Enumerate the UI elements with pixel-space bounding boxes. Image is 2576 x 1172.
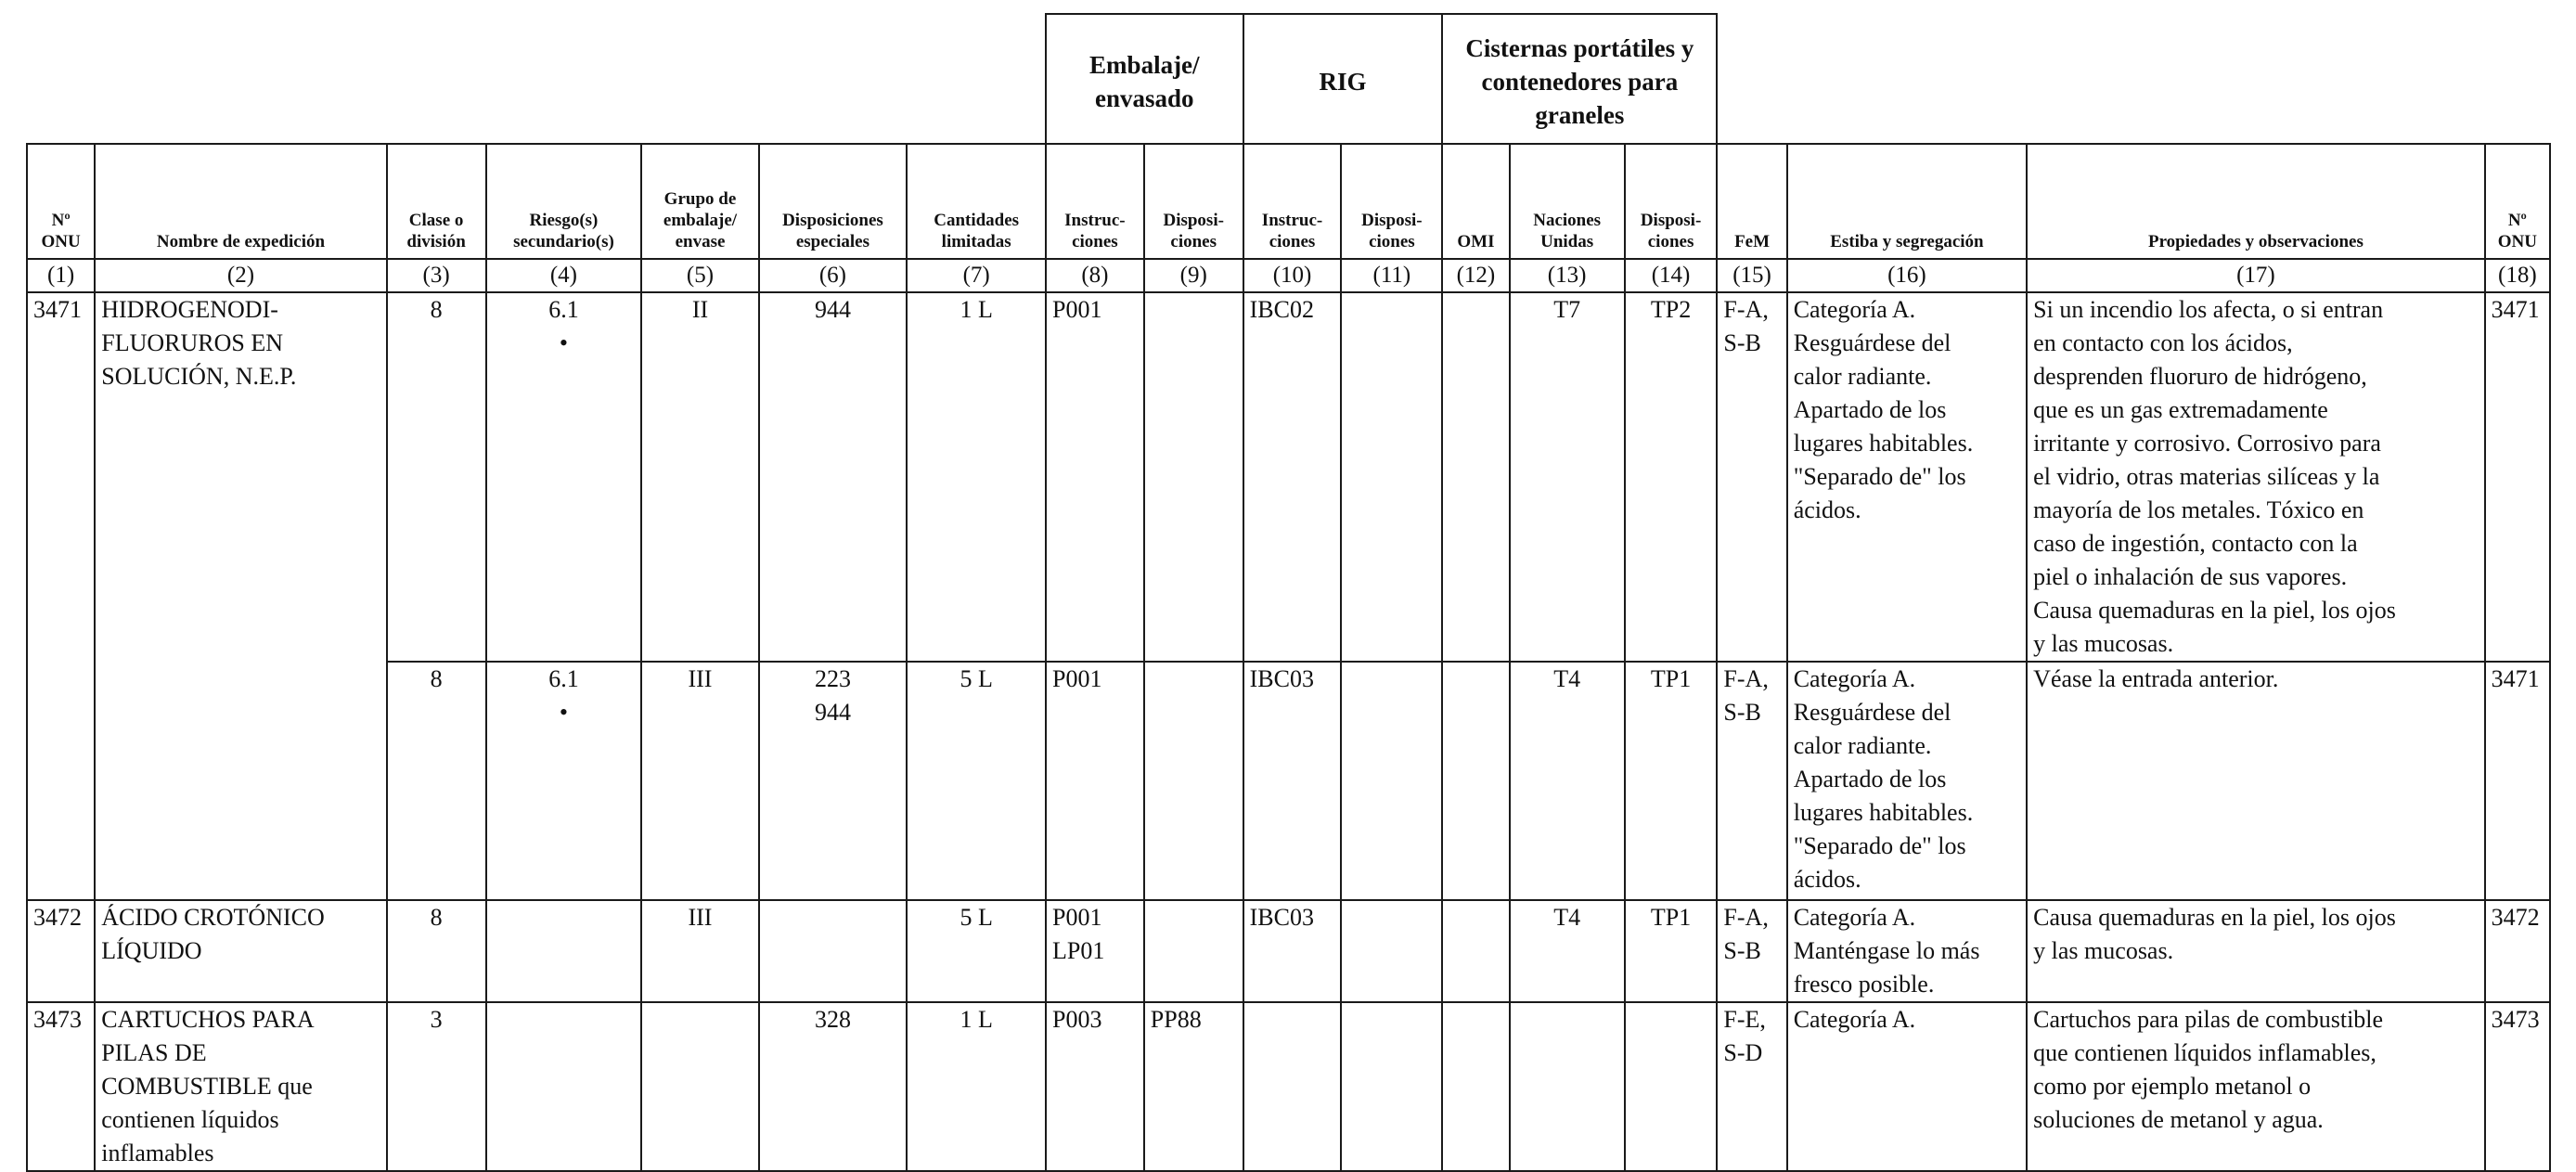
estiba-segregacion [1787,900,2027,1002]
naciones-unidas: T4 [1510,662,1625,900]
disposiciones-especiales-line: 944 [814,296,851,323]
clase-division: 8 [387,900,486,1002]
column-header-onu-right: Nº ONU [2485,144,2550,259]
propiedades-observaciones-line: piel o inhalación de sus vapores. [2033,563,2348,590]
propiedades-observaciones-line: el vidrio, otras materias silíceas y la [2033,463,2380,490]
onu-number-right: 3473 [2485,1002,2550,1171]
column-number-nombre: (2) [95,259,386,292]
column-header-emb-disposiciones: Disposi- ciones [1144,144,1243,259]
column-number-rig-instrucciones: (10) [1243,259,1342,292]
column-number-cantidades: (7) [907,259,1046,292]
onu-number: 3472 [27,900,95,1002]
disposiciones-especiales-line: 328 [814,1006,851,1033]
column-header-fem: FeM [1717,144,1786,259]
propiedades-observaciones-line: como por ejemplo metanol o [2033,1073,2312,1100]
column-number-estiba: (16) [1787,259,2027,292]
group-header-rig: RIG [1243,14,1443,144]
grupo-embalaje: II [641,292,758,662]
rig-instrucciones [1243,1002,1342,1171]
estiba-segregacion-line: Resguárdese del [1793,329,1951,356]
header-spacer [27,14,1046,144]
estiba-segregacion-line: calor radiante. [1793,363,1932,390]
column-header-emb-instrucciones: Instruc- ciones [1046,144,1144,259]
group-header-cisternas: Cisternas portátiles y contenedores para graneles [1442,14,1717,144]
rig-instrucciones: IBC03 [1243,662,1342,900]
cantidades-limitadas: 1 L [907,1002,1046,1171]
dangerous-goods-table [26,13,2551,1172]
propiedades-observaciones-line: caso de ingestión, contacto con la [2033,530,2358,557]
cantidades-limitadas: 1 L [907,292,1046,662]
riesgo-secundario [486,662,642,900]
omi [1442,1002,1509,1171]
cisterna-disposiciones: TP1 [1625,662,1718,900]
naciones-unidas: T7 [1510,292,1625,662]
clase-division: 8 [387,662,486,900]
table-row [27,662,2550,900]
column-number-riesgo: (4) [486,259,642,292]
column-number-naciones-unidas: (13) [1510,259,1625,292]
propiedades-observaciones-line: que contienen líquidos inflamables, [2033,1039,2376,1066]
column-number-omi: (12) [1442,259,1509,292]
column-header-naciones-unidas: Naciones Unidas [1510,144,1625,259]
embalaje-instrucciones [1046,900,1144,1002]
fem-code: F-A, S-B [1717,662,1786,900]
grupo-embalaje: III [641,900,758,1002]
embalaje-instrucciones-line: P001 [1051,296,1102,323]
riesgo-value: 6.1 [548,296,579,323]
propiedades-observaciones-line: Cartuchos para pilas de combustible [2033,1006,2384,1033]
column-number-onu-right: (18) [2485,259,2550,292]
estiba-segregacion-line: Resguárdese del [1793,699,1951,726]
column-number-grupo: (5) [641,259,758,292]
rig-instrucciones: IBC02 [1243,292,1342,662]
onu-number-right: 3471 [2485,662,2550,900]
propiedades-observaciones [2027,1002,2485,1171]
grupo-embalaje [641,1002,758,1171]
column-header-clase: Clase o división [387,144,486,259]
cisterna-disposiciones [1625,1002,1718,1171]
clase-division: 8 [387,292,486,662]
propiedades-observaciones-line: Causa quemaduras en la piel, los ojos [2033,904,2396,931]
naciones-unidas: T4 [1510,900,1625,1002]
column-header-disp-especiales: Disposiciones especiales [759,144,908,259]
onu-number-right: 3472 [2485,900,2550,1002]
propiedades-observaciones-line: que es un gas extremadamente [2033,396,2328,423]
propiedades-observaciones-line: y las mucosas. [2033,937,2174,964]
estiba-segregacion-line: ácidos. [1793,866,1861,893]
column-number-propiedades: (17) [2027,259,2485,292]
column-number-fem: (15) [1717,259,1786,292]
estiba-segregacion-line: Manténgase lo más [1793,937,1980,964]
naciones-unidas [1510,1002,1625,1171]
column-number-row [27,259,2550,292]
estiba-segregacion-line: Categoría A. [1793,1006,1916,1033]
propiedades-observaciones-line: Causa quemaduras en la piel, los ojos [2033,597,2396,624]
embalaje-disposiciones [1144,292,1243,662]
estiba-segregacion-line: Categoría A. [1793,904,1916,931]
entries-body [27,292,2550,1171]
rig-disposiciones [1341,292,1442,662]
propiedades-observaciones-line: desprenden fluoruro de hidrógeno, [2033,363,2367,390]
embalaje-disposiciones [1144,900,1243,1002]
disposiciones-especiales [759,900,908,1002]
column-number-onu: (1) [27,259,95,292]
estiba-segregacion-line: lugares habitables. [1793,799,1974,826]
propiedades-observaciones-line: soluciones de metanol y agua. [2033,1106,2324,1133]
table-row [27,292,2550,662]
estiba-segregacion-line: "Separado de" los [1793,832,1966,859]
onu-number-right: 3471 [2485,292,2550,662]
fem-code: F-A, S-B [1717,900,1786,1002]
cisterna-disposiciones: TP1 [1625,900,1718,1002]
column-number-cis-disposiciones: (14) [1625,259,1718,292]
riesgo-value: 6.1 [548,665,579,692]
marine-pollutant-bullet: • [559,699,568,726]
shipping-name: HIDROGENODI-FLUORUROS EN SOLUCIÓN, N.E.P. [95,292,386,900]
cantidades-limitadas: 5 L [907,900,1046,1002]
riesgo-secundario [486,1002,642,1171]
embalaje-instrucciones [1046,1002,1144,1171]
propiedades-observaciones-line: en contacto con los ácidos, [2033,329,2293,356]
rig-disposiciones [1341,1002,1442,1171]
column-header-riesgo: Riesgo(s) secundario(s) [486,144,642,259]
propiedades-observaciones-line: Si un incendio los afecta, o si entran [2033,296,2384,323]
propiedades-observaciones-line: y las mucosas. [2033,630,2174,657]
embalaje-disposiciones: PP88 [1144,1002,1243,1171]
estiba-segregacion-line: calor radiante. [1793,732,1932,759]
estiba-segregacion [1787,1002,2027,1171]
estiba-segregacion-line: "Separado de" los [1793,463,1966,490]
embalaje-disposiciones [1144,662,1243,900]
table-row [27,1002,2550,1171]
fem-code: F-E, S-D [1717,1002,1786,1171]
column-number-emb-disposiciones: (9) [1144,259,1243,292]
column-header-grupo: Grupo de embalaje/ envase [641,144,758,259]
column-header-estiba: Estiba y segregación [1787,144,2027,259]
column-header-cantidades: Cantidades limitadas [907,144,1046,259]
group-header-row [27,14,2550,144]
column-number-disp-especiales: (6) [759,259,908,292]
column-header-omi: OMI [1442,144,1509,259]
cantidades-limitadas: 5 L [907,662,1046,900]
column-header-row [27,144,2550,259]
disposiciones-especiales-line: 223 [814,665,851,692]
column-header-cis-disposiciones: Disposi- ciones [1625,144,1718,259]
rig-disposiciones [1341,900,1442,1002]
embalaje-instrucciones-line: P003 [1051,1006,1102,1033]
omi [1442,662,1509,900]
estiba-segregacion-line: Apartado de los [1793,396,1947,423]
fem-code: F-A, S-B [1717,292,1786,662]
cisterna-disposiciones: TP2 [1625,292,1718,662]
marine-pollutant-bullet: • [559,329,568,356]
column-header-nombre: Nombre de expedición [95,144,386,259]
column-header-rig-instrucciones: Instruc- ciones [1243,144,1342,259]
embalaje-instrucciones-line: P001 [1051,665,1102,692]
disposiciones-especiales [759,1002,908,1171]
propiedades-observaciones-line: Véase la entrada anterior. [2033,665,2279,692]
embalaje-instrucciones [1046,292,1144,662]
estiba-segregacion-line: lugares habitables. [1793,430,1974,457]
propiedades-observaciones-line: irritante y corrosivo. Corrosivo para [2033,430,2381,457]
column-number-emb-instrucciones: (8) [1046,259,1144,292]
onu-number: 3473 [27,1002,95,1171]
propiedades-observaciones [2027,292,2485,662]
estiba-segregacion-line: ácidos. [1793,496,1861,523]
header-spacer-right [1717,14,2550,144]
rig-instrucciones: IBC03 [1243,900,1342,1002]
clase-division: 3 [387,1002,486,1171]
shipping-name: ÁCIDO CROTÓNICO LÍQUIDO [95,900,386,1002]
estiba-segregacion-line: Categoría A. [1793,665,1916,692]
shipping-name: CARTUCHOS PARA PILAS DE COMBUSTIBLE que contienen líquidos inflamables [95,1002,386,1171]
table-row [27,900,2550,1002]
riesgo-secundario [486,292,642,662]
onu-number: 3471 [27,292,95,900]
embalaje-instrucciones-line: LP01 [1051,937,1105,964]
estiba-segregacion [1787,662,2027,900]
estiba-segregacion-line: fresco posible. [1793,971,1935,998]
estiba-segregacion [1787,292,2027,662]
grupo-embalaje: III [641,662,758,900]
estiba-segregacion-line: Apartado de los [1793,766,1947,792]
disposiciones-especiales [759,292,908,662]
estiba-segregacion-line: Categoría A. [1793,296,1916,323]
disposiciones-especiales-line: 944 [814,699,851,726]
embalaje-instrucciones-line: P001 [1051,904,1102,931]
column-number-rig-disposiciones: (11) [1341,259,1442,292]
group-header-embalaje: Embalaje/ envasado [1046,14,1243,144]
column-number-clase: (3) [387,259,486,292]
column-header-rig-disposiciones: Disposi- ciones [1341,144,1442,259]
rig-disposiciones [1341,662,1442,900]
omi [1442,292,1509,662]
disposiciones-especiales [759,662,908,900]
column-header-propiedades: Propiedades y observaciones [2027,144,2485,259]
embalaje-instrucciones [1046,662,1144,900]
column-header-onu: Nº ONU [27,144,95,259]
propiedades-observaciones-line: mayoría de los metales. Tóxico en [2033,496,2364,523]
dangerous-goods-list-page [26,13,2551,1172]
propiedades-observaciones [2027,662,2485,900]
omi [1442,900,1509,1002]
riesgo-secundario [486,900,642,1002]
propiedades-observaciones [2027,900,2485,1002]
